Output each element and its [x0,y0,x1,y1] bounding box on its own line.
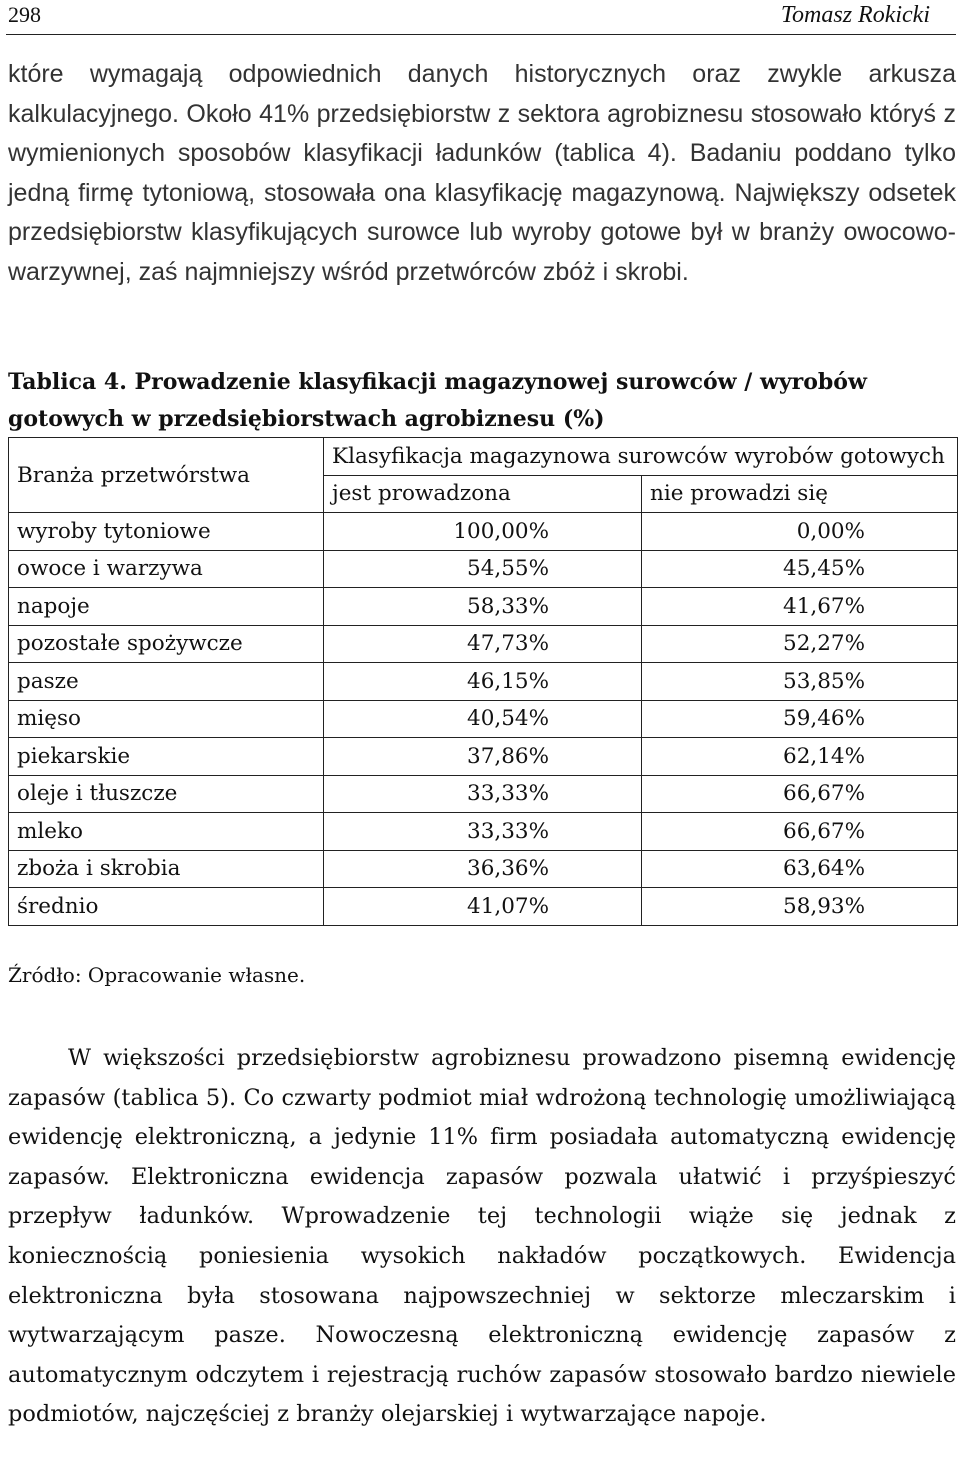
no-cell: 41,67% [642,588,958,626]
branch-cell: owoce i warzywa [9,550,324,588]
yes-cell: 33,33% [324,813,642,851]
no-cell: 66,67% [642,775,958,813]
branch-cell: piekarskie [9,738,324,776]
yes-cell: 40,54% [324,700,642,738]
branch-cell: mięso [9,700,324,738]
table-row [9,550,958,588]
branch-cell: pasze [9,663,324,701]
yes-cell: 37,86% [324,738,642,776]
table-row [9,850,958,888]
branch-cell: wyroby tytoniowe [9,513,324,551]
table-row [9,663,958,701]
no-cell: 52,27% [642,625,958,663]
branch-cell: zboża i skrobia [9,850,324,888]
table-row [9,625,958,663]
table-source-note: Źródło: Opracowanie własne. [8,963,306,987]
table-row [9,775,958,813]
table-row [9,588,958,626]
no-cell: 45,45% [642,550,958,588]
yes-cell: 54,55% [324,550,642,588]
classification-table [8,437,958,926]
header-col-no: nie prowadzi się [642,475,958,513]
yes-cell: 47,73% [324,625,642,663]
table-caption: Tablica 4. Prowadzenie klasyfikacji magazynowej surowców / wyrobów gotowych w przedsiębiorstwach agrobiznesu (%) [8,369,867,432]
header-branch: Branża przetwórstwa [9,438,324,513]
page-number: 298 [8,2,41,27]
no-cell: 53,85% [642,663,958,701]
yes-cell: 100,00% [324,513,642,551]
no-cell: 63,64% [642,850,958,888]
branch-cell: napoje [9,588,324,626]
yes-cell: 41,07% [324,888,642,926]
running-title: Tomasz Rokicki [780,2,930,28]
no-cell: 0,00% [642,513,958,551]
table-row-average [9,888,958,926]
branch-cell: średnio [9,888,324,926]
table-row [9,513,958,551]
branch-cell: pozostałe spożywcze [9,625,324,663]
yes-cell: 33,33% [324,775,642,813]
body-paragraph-1: które wymagają odpowiednich danych historycznych oraz zwykle arkusza kalkulacyjnego. Około 41% przedsiębiorstw z sektora agrobiznesu stosowało któryś z wymienionych sposobów klasyfikacji ładunków (tablica 4). Badaniu poddano tylko jedną firmę tytoniową, stosowała ona klasyfikację magazynową. Największy odsetek przedsiębiorstw klasyfikujących surowce lub wyroby gotowe był w branży owocowo-warzywnej, zaś najmniejszy wśród przetwórców zbóż i skrobi. [8,60,956,286]
no-cell: 59,46% [642,700,958,738]
header-col-yes: jest prowadzona [324,475,642,513]
no-cell: 66,67% [642,813,958,851]
branch-cell: oleje i tłuszcze [9,775,324,813]
yes-cell: 58,33% [324,588,642,626]
no-cell: 58,93% [642,888,958,926]
branch-cell: mleko [9,813,324,851]
table-row [9,700,958,738]
header-group: Klasyfikacja magazynowa surowców wyrobów gotowych [324,438,958,476]
yes-cell: 46,15% [324,663,642,701]
page-header [6,0,956,35]
table-header-row [9,438,958,476]
table-row [9,738,958,776]
yes-cell: 36,36% [324,850,642,888]
no-cell: 62,14% [642,738,958,776]
table-row [9,813,958,851]
body-paragraph-2: W większości przedsiębiorstw agrobiznesu prowadzono pisemną ewidencję zapasów (tablica 5). Co czwarty podmiot miał wdrożoną technologię umożliwiającą ewidencję elektroniczną, a jedynie 11% firm posiadała automatyczną ewidencję zapasów. Elektroniczna ewidencja zapasów pozwala ułatwić i przyśpieszyć przepływ ładunków. Wprowadzenie tej technologii wiąże się jednak z koniecznością poniesienia wysokich nakładów początkowych. Ewidencja elektroniczna była stosowana najpowszechniej w sektorze mleczarskim i wytwarzającym pasze. Nowoczesną elektroniczną ewidencję zapasów z automatycznym odczytem i rejestracją ruchów zapasów stosowało bardzo niewiele podmiotów, najczęściej z branży olejarskiej i wytwarzające napoje. [8,1045,956,1428]
